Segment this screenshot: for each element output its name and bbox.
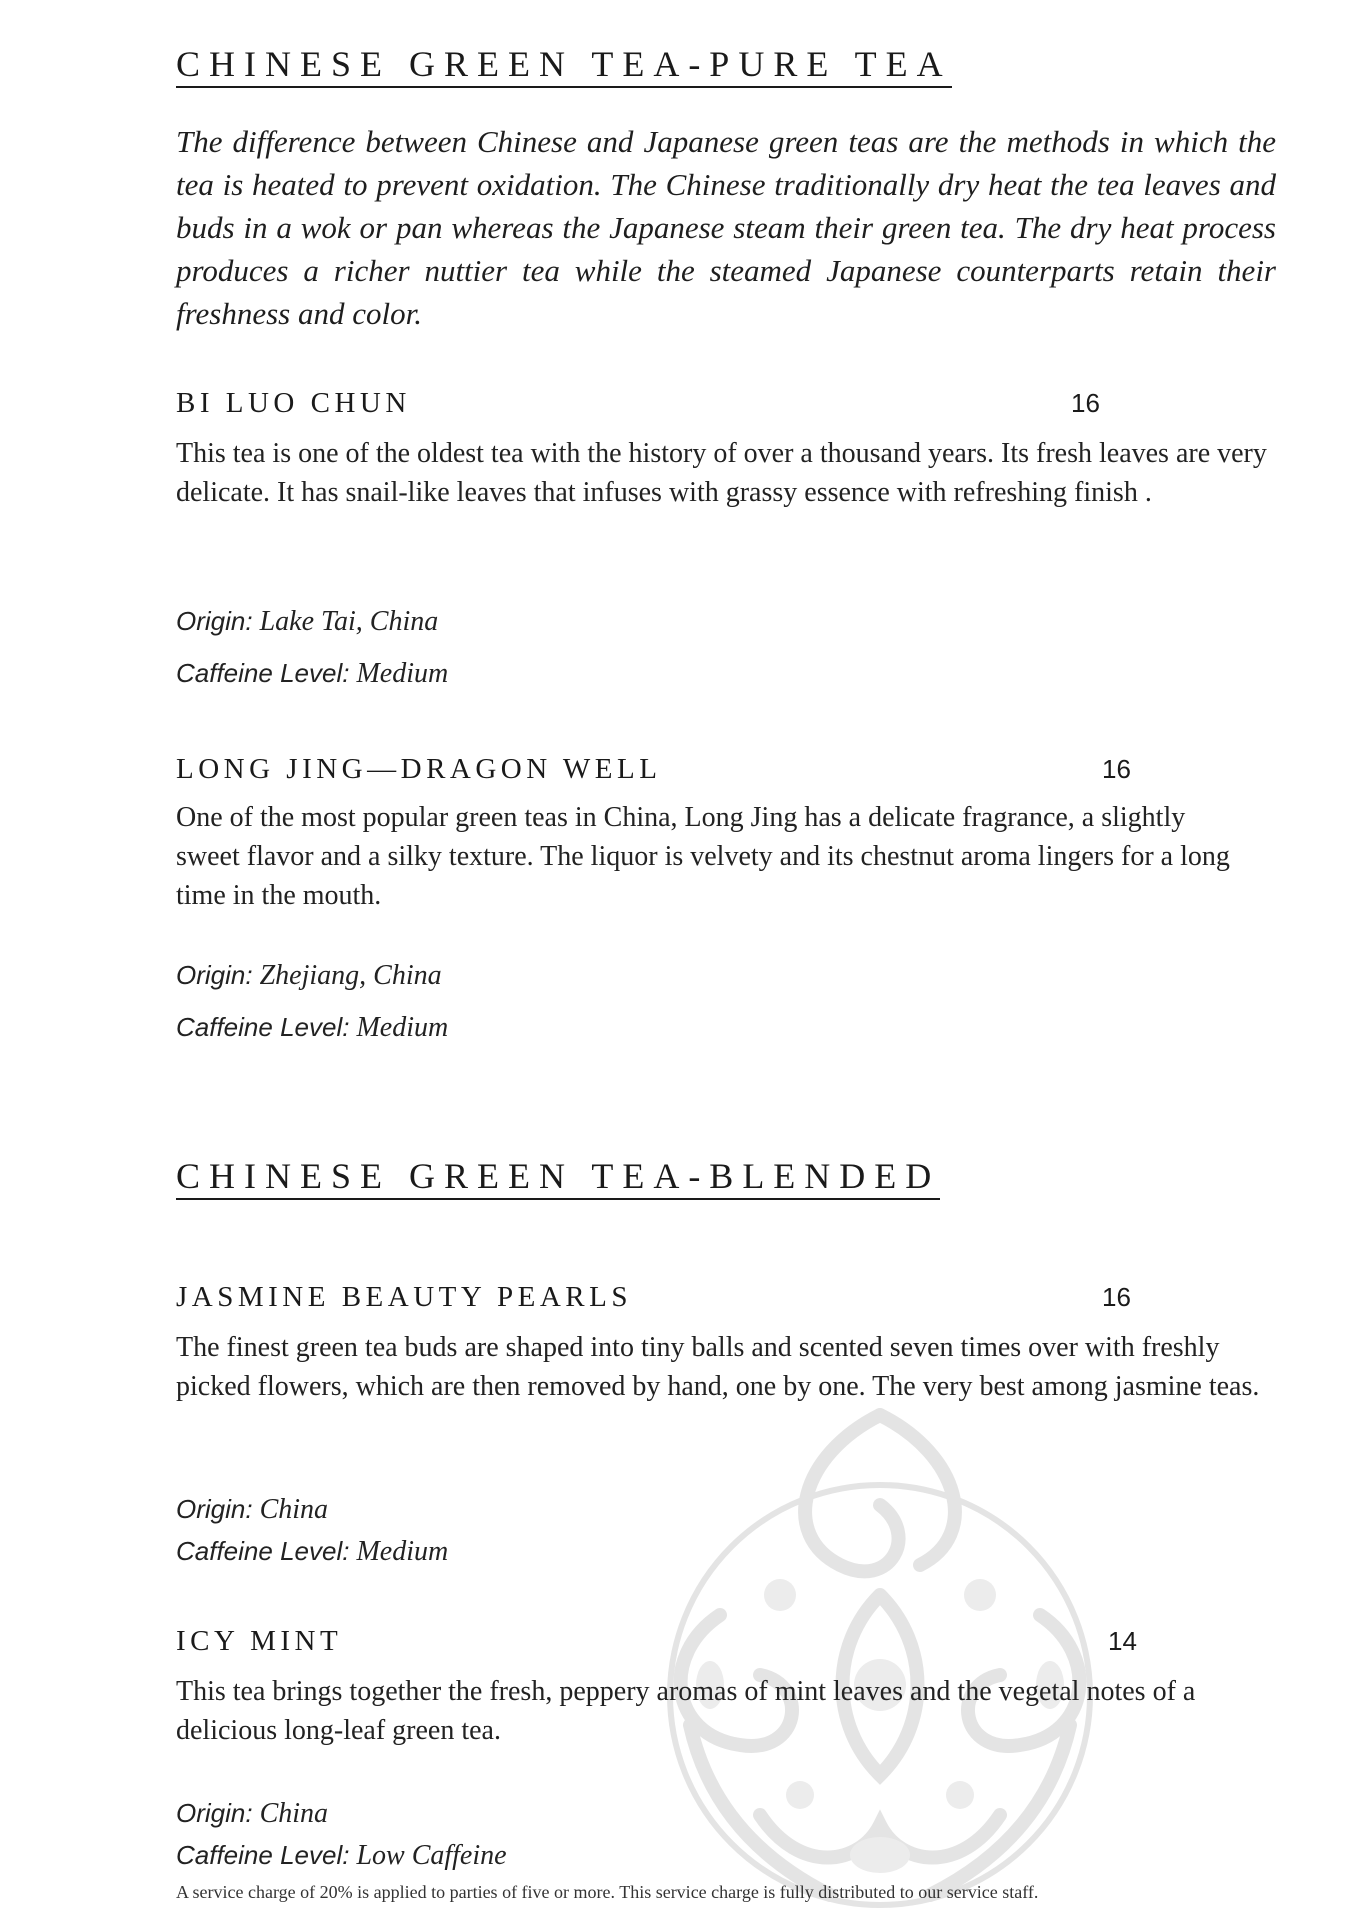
- item-name-icy-mint: ICY MINT: [176, 1625, 343, 1657]
- section-title-pure-tea: CHINESE GREEN TEA-PURE TEA: [176, 44, 952, 88]
- damask-ornament-watermark: [600, 1395, 1160, 1915]
- origin-value: China: [259, 1798, 329, 1829]
- service-charge-note: A service charge of 20% is applied to parties of five or more. This service charge is fully distributed to our service staff.: [176, 1882, 1039, 1902]
- caffeine-line-long-jing: [176, 1010, 448, 1045]
- caffeine-line-jasmine-beauty-pearls: [176, 1534, 448, 1569]
- item-name-bi-luo-chun: BI LUO CHUN: [176, 387, 411, 419]
- origin-line-bi-luo-chun: [176, 604, 438, 639]
- origin-line-long-jing: [176, 958, 442, 993]
- item-price-long-jing: 16: [1102, 754, 1131, 784]
- item-price-bi-luo-chun: 16: [1071, 388, 1100, 418]
- section-intro: The difference between Chinese and Japanese green teas are the methods in which the tea is heated to prevent oxidation. The Chinese traditionally dry heat the tea leaves and buds in a wok or pan whereas the Japanese steam their green tea. The dry heat process produces a richer nuttier tea while the steamed Japanese counterparts retain their freshness and color.: [176, 124, 1276, 331]
- caffeine-label: Caffeine Level:: [176, 1012, 350, 1042]
- origin-line-jasmine-beauty-pearls: [176, 1492, 328, 1527]
- origin-label: Origin:: [176, 1798, 253, 1828]
- caffeine-line-icy-mint: [176, 1838, 507, 1873]
- item-name-jasmine-beauty-pearls: JASMINE BEAUTY PEARLS: [176, 1281, 632, 1313]
- item-description-long-jing: One of the most popular green teas in China, Long Jing has a delicate fragrance, a slightly sweet flavor and a silky texture. The liquor is velvety and its chestnut aroma lingers for a long time in the mouth.: [176, 802, 1230, 911]
- origin-label: Origin:: [176, 1494, 253, 1524]
- section-title-blended: CHINESE GREEN TEA-BLENDED: [176, 1156, 940, 1200]
- caffeine-line-bi-luo-chun: [176, 656, 448, 691]
- origin-value: Lake Tai, China: [259, 606, 439, 637]
- caffeine-value: Medium: [356, 658, 449, 689]
- caffeine-label: Caffeine Level:: [176, 1840, 350, 1870]
- origin-label: Origin:: [176, 606, 253, 636]
- origin-value: Zhejiang, China: [259, 960, 442, 991]
- caffeine-value: Medium: [356, 1536, 449, 1567]
- origin-value: China: [259, 1494, 329, 1525]
- item-description-bi-luo-chun: This tea is one of the oldest tea with the history of over a thousand years. Its fresh leaves are very delicate. It has snail-like leaves that infuses with grassy essence with refreshing finish .: [176, 438, 1267, 508]
- item-description-icy-mint: This tea brings together the fresh, peppery aromas of mint leaves and the vegetal notes of a delicious long-leaf green tea.: [176, 1676, 1196, 1746]
- item-description-jasmine-beauty-pearls: The finest green tea buds are shaped into tiny balls and scented seven times over with freshly picked flowers, which are then removed by hand, one by one. The very best among jasmine teas.: [176, 1332, 1260, 1402]
- origin-line-icy-mint: [176, 1796, 328, 1831]
- item-price-icy-mint: 14: [1108, 1626, 1137, 1656]
- item-name-long-jing: LONG JING—DRAGON WELL: [176, 753, 662, 785]
- caffeine-label: Caffeine Level:: [176, 658, 350, 688]
- caffeine-value: Medium: [356, 1012, 449, 1043]
- origin-label: Origin:: [176, 960, 253, 990]
- item-price-jasmine-beauty-pearls: 16: [1102, 1282, 1131, 1312]
- caffeine-value: Low Caffeine: [356, 1840, 507, 1871]
- caffeine-label: Caffeine Level:: [176, 1536, 350, 1566]
